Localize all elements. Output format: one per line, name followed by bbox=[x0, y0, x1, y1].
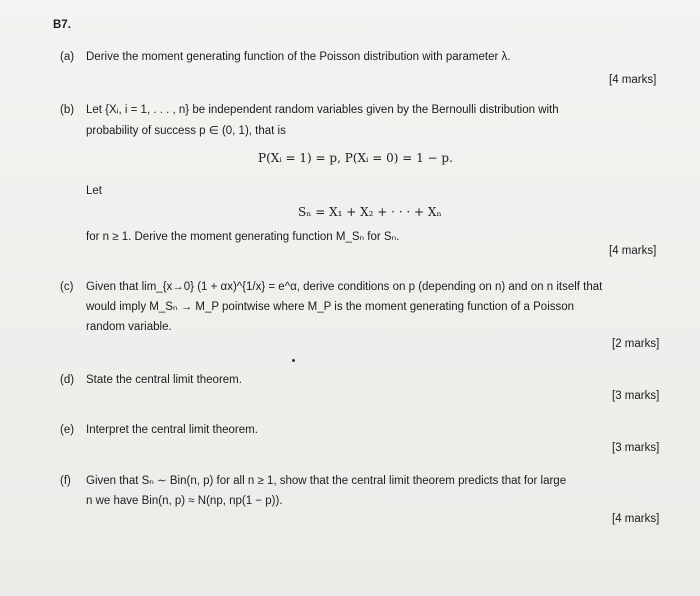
part-b-equation1: P(Xᵢ = 1) = p, P(Xᵢ = 0) = 1 − p. bbox=[258, 151, 453, 165]
part-c-line1: Given that lim_{x→0} (1 + αx)^{1/x} = e^α, derive conditions on p (depending on n) and on n itself that bbox=[86, 281, 603, 293]
part-f-label: (f) bbox=[60, 475, 71, 487]
part-e-text: Interpret the central limit theorem. bbox=[86, 424, 258, 436]
part-b-equation2: Sₙ = X₁ + X₂ + · · · + Xₙ bbox=[298, 205, 442, 219]
part-b-line2: probability of success p ∈ (0, 1), that is bbox=[86, 125, 286, 137]
part-b-let: Let bbox=[86, 185, 102, 197]
scan-speck bbox=[292, 359, 295, 362]
part-c-label: (c) bbox=[60, 281, 74, 293]
part-d-text: State the central limit theorem. bbox=[86, 374, 242, 386]
part-b-label: (b) bbox=[60, 104, 75, 116]
part-e-marks: [3 marks] bbox=[612, 442, 660, 454]
part-a-marks: [4 marks] bbox=[609, 74, 657, 86]
part-f-marks: [4 marks] bbox=[612, 513, 660, 525]
part-b-marks: [4 marks] bbox=[609, 245, 657, 257]
part-f-line1: Given that Sₙ ∼ Bin(n, p) for all n ≥ 1, show that the central limit theorem predicts that for large bbox=[86, 475, 567, 487]
part-a-label: (a) bbox=[60, 51, 75, 63]
part-d-marks: [3 marks] bbox=[612, 390, 660, 402]
part-b-line1: Let {Xᵢ, i = 1, . . . , n} be independent random variables given by the Bernoulli distribution with bbox=[86, 104, 559, 116]
part-e-label: (e) bbox=[60, 424, 75, 436]
part-c-marks: [2 marks] bbox=[612, 338, 660, 350]
part-f-line2: n we have Bin(n, p) ≈ N(np, np(1 − p)). bbox=[86, 495, 283, 507]
part-b-line3: for n ≥ 1. Derive the moment generating function M_Sₙ for Sₙ. bbox=[86, 231, 400, 243]
part-c-line3: random variable. bbox=[86, 321, 172, 333]
question-number: B7. bbox=[53, 19, 71, 31]
part-c-line2: would imply M_Sₙ → M_P pointwise where M_P is the moment generating function of a Poisson bbox=[86, 301, 575, 313]
part-a-text: Derive the moment generating function of the Poisson distribution with parameter λ. bbox=[86, 51, 511, 63]
part-d-label: (d) bbox=[60, 374, 75, 386]
